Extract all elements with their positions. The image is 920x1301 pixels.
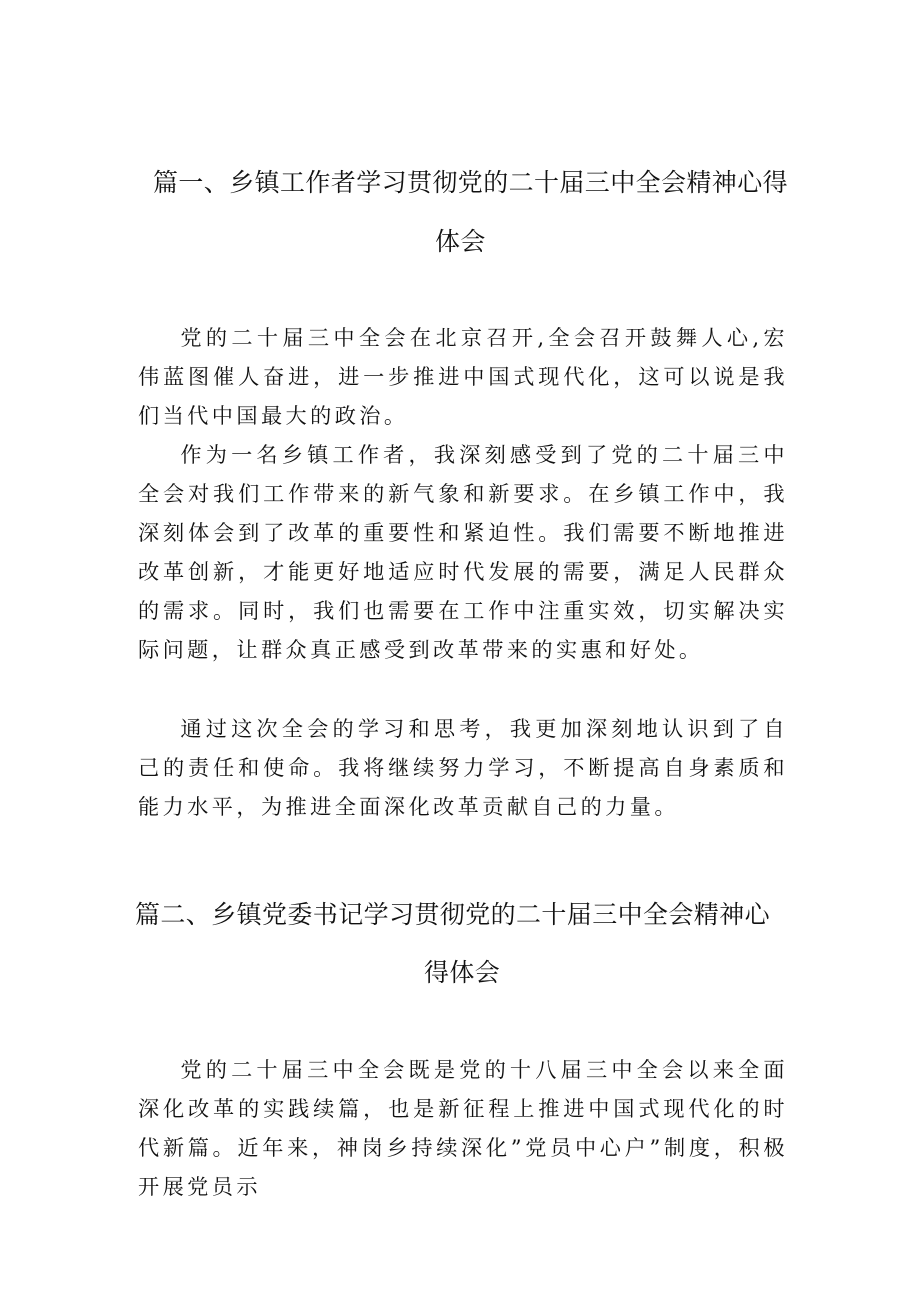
section1-title-line1: 篇一、乡镇工作者学习贯彻党的二十届三中全会精神心得 (153, 168, 789, 197)
section2-paragraph-1: 党的二十届三中全会既是党的十八届三中全会以来全面深化改革的实践续篇，也是新征程上推进中国式现代化的时代新篇。近年来，神岗乡持续深化”党员中心户”制度，积极开展党员示 (138, 1057, 788, 1199)
section1-paragraph-2: 作为一名乡镇工作者，我深刻感受到了党的二十届三中全会对我们工作带来的新气象和新要求。在乡镇工作中，我深刻体会到了改革的重要性和紧迫性。我们需要不断地推进改革创新，才能更好地适应时代发展的需要，满足人民群众的需求。同时，我们也需要在工作中注重实效，切实解决实际问题，让群众真正感受到改革带来的实惠和好处。 (138, 442, 788, 662)
section2-title-line2: 得体会 (424, 958, 501, 987)
section2-title-line1: 篇二、乡镇党委书记学习贯彻党的二十届三中全会精神心 (135, 900, 771, 929)
section1-title-line2: 体会 (435, 227, 486, 256)
section1-paragraph-1: 党的二十届三中全会在北京召开,全会召开鼓舞人心,宏伟蓝图催人奋进，进一步推进中国式现代化，这可以说是我们当代中国最大的政治。 (138, 325, 788, 428)
section1-paragraph-3: 通过这次全会的学习和思考，我更加深刻地认识到了自己的责任和使命。我将继续努力学习，不断提高自身素质和能力水平，为推进全面深化改革贡献自己的力量。 (138, 716, 788, 819)
